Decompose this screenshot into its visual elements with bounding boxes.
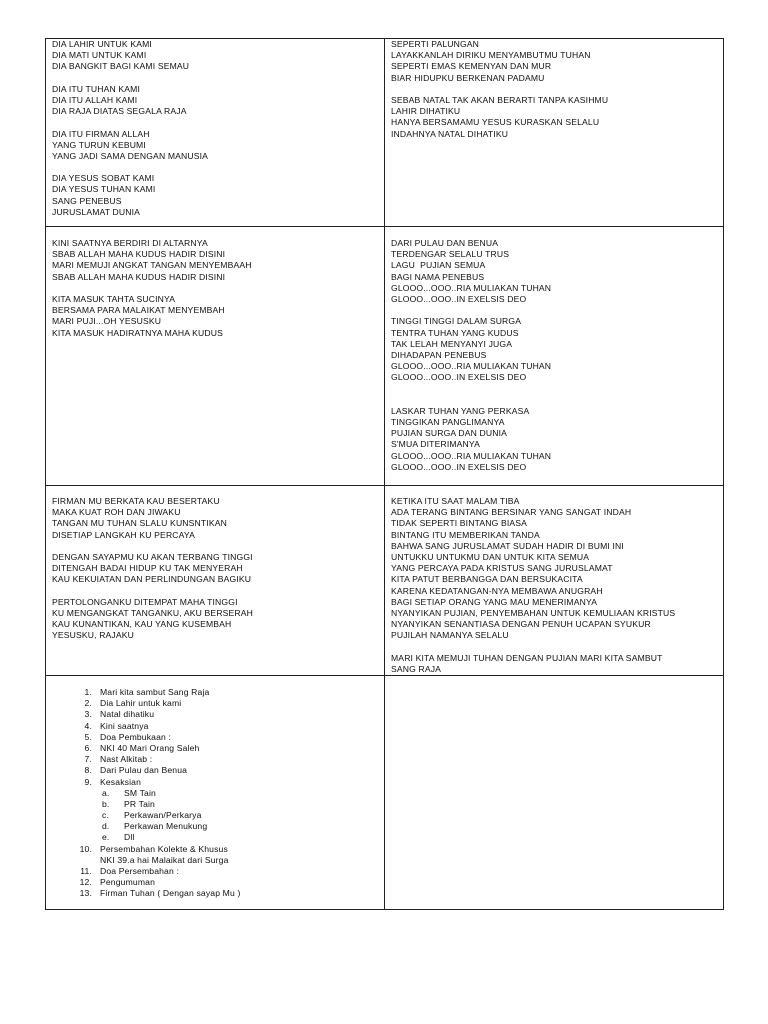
item-text: Mari kita sambut Sang Raja xyxy=(100,687,210,697)
lyrics-dia-lahir xyxy=(52,39,380,218)
program-item xyxy=(74,698,402,709)
stanza-gap xyxy=(391,84,721,95)
lyric-line: SEPERTI EMAS KEMENYAN DAN MUR xyxy=(391,61,552,72)
lyric-line: KU MENGANGKAT TANGANKU, AKU BERSERAH xyxy=(52,607,254,618)
item-number: 3. xyxy=(84,709,92,720)
program-item xyxy=(74,844,402,855)
lyric-line: DIA ITU FIRMAN ALLAH xyxy=(52,128,150,139)
stanza-gap xyxy=(52,541,380,552)
lyric-line: BERSAMA PARA MALAIKAT MENYEMBAH xyxy=(52,305,225,316)
program-subitem xyxy=(74,788,402,799)
lyric-line: NYANYIKAN SENANTIASA DENGAN PENUH UCAPAN SYUKUR xyxy=(391,619,651,630)
lyric-line: BAHWA SANG JURUSLAMAT SUDAH HADIR DI BUMI INI xyxy=(391,540,624,551)
item-text: Perkawan Menukung xyxy=(124,821,208,832)
lyric-line: TERDENGAR SELALU TRUS xyxy=(391,249,510,260)
lyric-line: KARENA KEDATANGAN-NYA MEMBAWA ANUGRAH xyxy=(391,585,603,596)
lyric-line: KETIKA ITU SAAT MALAM TIBA xyxy=(391,496,520,506)
item-text: Pengumuman xyxy=(100,877,156,888)
lyrics-kini-saatnya xyxy=(52,238,380,339)
lyric-line: PUJILAH NAMANYA SELALU xyxy=(391,630,509,641)
lyric-line: SBAB ALLAH MAHA KUDUS HADIR DISINI xyxy=(52,271,226,282)
item-text: Doa Persembahan : xyxy=(100,866,179,876)
lyric-line: MARI PUJI...OH YESUSKU xyxy=(52,316,162,327)
lyric-line: DIA RAJA DIATAS SEGALA RAJA xyxy=(52,106,187,117)
program-subitem xyxy=(74,821,402,832)
program-item xyxy=(74,721,402,732)
item-number: 13. xyxy=(79,888,92,899)
lyric-line: GLOOO...OOO..RIA MULIAKAN TUHAN xyxy=(391,282,552,293)
lyric-line: TIDAK SEPERTI BINTANG BIASA xyxy=(391,518,528,529)
item-text: Natal dihatiku xyxy=(100,709,155,720)
item-number: c. xyxy=(102,810,109,821)
lyric-line: BIAR HIDUPKU BERKENAN PADAMU xyxy=(391,72,545,83)
item-text: Dll xyxy=(124,832,135,843)
program-subitem xyxy=(74,810,402,821)
lyric-line: KITA MASUK TAHTA SUCINYA xyxy=(52,293,176,304)
stanza-gap xyxy=(52,73,380,84)
item-number: 1. xyxy=(84,687,92,697)
lyric-line: DIA MATI UNTUK KAMI xyxy=(52,50,147,61)
item-text: NKI 39.a hai Malaikat dari Surga xyxy=(100,854,229,865)
lyric-line: PUJIAN SURGA DAN DUNIA xyxy=(391,428,507,439)
item-number: 8. xyxy=(84,765,92,776)
lyric-line: TINGGIKAN PANGLIMANYA xyxy=(391,417,505,427)
lyric-line: LAGU PUJIAN SEMUA xyxy=(391,260,486,271)
program-item xyxy=(74,855,402,866)
lyric-line: PERTOLONGANKU DITEMPAT MAHA TINGGI xyxy=(52,596,238,607)
lyric-line: KAU KUNANTIKAN, KAU YANG KUSEMBAH xyxy=(52,619,232,630)
lyric-line: GLOOO...OOO..RIA MULIAKAN TUHAN xyxy=(391,361,552,372)
lyric-line: UNTUKKU UNTUKMU DAN UNTUK KITA SEMUA xyxy=(391,551,590,562)
lyric-line: GLOOO...OOO..IN EXELSIS DEO xyxy=(391,461,527,472)
stanza-gap xyxy=(391,383,721,394)
lyric-line: FIRMAN MU BERKATA KAU BESERTAKU xyxy=(52,496,220,506)
lyric-line: HANYA BERSAMAMU YESUS KURASKAN SELALU xyxy=(391,117,600,128)
item-number: d. xyxy=(102,821,110,832)
program-item xyxy=(74,754,402,765)
item-text: Doa Pembukaan : xyxy=(100,731,172,742)
lyric-line: SANG PENEBUS xyxy=(52,195,122,206)
lyric-line: MARI MEMUJI ANGKAT TANGAN MENYEMBAAH xyxy=(52,260,252,271)
lyric-line: TAK LELAH MENYANYI JUGA xyxy=(391,338,513,349)
item-text: Dia Lahir untuk kami xyxy=(100,698,182,709)
program-subitem xyxy=(74,799,402,810)
program-item xyxy=(74,709,402,720)
item-text: Kesaksian xyxy=(100,776,141,787)
stanza-gap xyxy=(52,117,380,128)
lyric-line: LAYAKKANLAH DIRIKU MENYAMBUTMU TUHAN xyxy=(391,50,591,61)
stanza-gap xyxy=(391,305,721,316)
lyric-line: YANG PERCAYA PADA KRISTUS SANG JURUSLAMAT xyxy=(391,563,613,574)
item-number: e. xyxy=(102,832,110,843)
row-divider-2 xyxy=(46,485,723,486)
lyric-line: GLOOO...OOO..IN EXELSIS DEO xyxy=(391,372,527,383)
stanza-gap xyxy=(391,641,721,652)
lyric-line: YANG JADI SAMA DENGAN MANUSIA xyxy=(52,150,209,161)
lyric-line: SBAB ALLAH MAHA KUDUS HADIR DISINI xyxy=(52,249,226,260)
program-order-list xyxy=(74,687,402,900)
item-number: 4. xyxy=(84,720,92,731)
lyric-line: KINI SAATNYA BERDIRI DI ALTARNYA xyxy=(52,238,208,248)
lyric-line: DIA YESUS SOBAT KAMI xyxy=(52,173,155,184)
item-text: SM Tain xyxy=(124,787,156,798)
lyric-line: DITENGAH BADAI HIDUP KU TAK MENYERAH xyxy=(52,563,243,574)
lyric-line: GLOOO...OOO..IN EXELSIS DEO xyxy=(391,293,527,304)
item-number: 10. xyxy=(79,843,92,854)
stanza-gap xyxy=(52,162,380,173)
program-item xyxy=(74,732,402,743)
item-number: b. xyxy=(102,798,110,809)
program-item xyxy=(74,888,402,899)
lyric-line: KITA MASUK HADIRATNYA MAHA KUDUS xyxy=(52,327,223,338)
item-text: Nast Alkitab : xyxy=(100,754,153,765)
item-number: 7. xyxy=(84,754,92,765)
lyric-line: LASKAR TUHAN YANG PERKASA xyxy=(391,405,530,416)
lyric-line: DENGAN SAYAPMU KU AKAN TERBANG TINGGI xyxy=(52,551,253,562)
lyric-line: KAU KEKUIATAN DAN PERLINDUNGAN BAGIKU xyxy=(52,574,252,585)
lyric-line: KITA PATUT BERBANGGA DAN BERSUKACITA xyxy=(391,574,583,585)
row-divider-1 xyxy=(46,226,723,227)
lyric-line: BINTANG ITU MEMBERIKAN TANDA xyxy=(391,529,540,540)
lyric-line: BAGI SETIAP ORANG YANG MAU MENERIMANYA xyxy=(391,596,598,607)
item-number: 9. xyxy=(84,776,92,787)
lyric-line: DISETIAP LANGKAH KU PERCAYA xyxy=(52,529,196,540)
program-item xyxy=(74,866,402,877)
row-divider-3 xyxy=(46,675,723,676)
program-item xyxy=(74,743,402,754)
lyric-line: DIA BANGKIT BAGI KAMI SEMAU xyxy=(52,61,190,72)
item-number: a. xyxy=(102,787,110,798)
stanza-gap xyxy=(52,586,380,597)
lyric-line: YANG TURUN KEBUMI xyxy=(52,139,146,150)
item-number: 6. xyxy=(84,742,92,753)
stanza-gap xyxy=(52,283,380,294)
lyric-line: DIA ITU TUHAN KAMI xyxy=(52,83,141,94)
lyrics-firman-mu xyxy=(52,496,380,641)
item-text: PR Tain xyxy=(124,798,155,809)
item-number: 5. xyxy=(84,731,92,742)
lyrics-ketika-itu xyxy=(391,496,721,675)
program-item xyxy=(74,765,402,776)
lyric-line: GLOOO...OOO..RIA MULIAKAN TUHAN xyxy=(391,450,552,461)
lyric-line: DIHADAPAN PENEBUS xyxy=(391,349,487,360)
lyric-line: DARI PULAU DAN BENUA xyxy=(391,238,499,248)
lyric-line: MAKA KUAT ROH DAN JIWAKU xyxy=(52,507,181,518)
stanza-gap xyxy=(391,395,721,406)
lyric-line: SANG RAJA xyxy=(391,663,442,674)
lyrics-dari-pulau-benua xyxy=(391,238,721,473)
program-item xyxy=(74,777,402,788)
lyric-line: DIA ITU ALLAH KAMI xyxy=(52,94,138,105)
lyric-line: JURUSLAMAT DUNIA xyxy=(52,206,141,217)
lyric-line: DIA YESUS TUHAN KAMI xyxy=(52,184,156,195)
lyric-line: TANGAN MU TUHAN SLALU KUNSNTIKAN xyxy=(52,518,227,529)
lyric-line: BAGI NAMA PENEBUS xyxy=(391,271,485,282)
lyric-line: TINGGI TINGGI DALAM SURGA xyxy=(391,316,522,327)
lyric-line: ADA TERANG BINTANG BERSINAR YANG SANGAT INDAH xyxy=(391,507,632,518)
program-item xyxy=(74,687,402,698)
item-text: Perkawan/Perkarya xyxy=(124,810,202,821)
item-text: Kini saatnya xyxy=(100,720,149,731)
lyric-line: YESUSKU, RAJAKU xyxy=(52,630,135,641)
item-number: 12. xyxy=(79,877,92,888)
lyric-line: SEBAB NATAL TAK AKAN BERARTI TANPA KASIHMU xyxy=(391,94,609,105)
lyrics-natal-dihatiku xyxy=(391,39,721,140)
lyric-line: DIA LAHIR UNTUK KAMI xyxy=(52,39,152,49)
lyric-line: NYANYIKAN PUJIAN, PENYEMBAHAN UNTUK KEMULIAAN KRISTUS xyxy=(391,607,676,618)
lyric-line: INDAHNYA NATAL DIHATIKU xyxy=(391,128,509,139)
item-number: 11. xyxy=(80,866,92,876)
program-item xyxy=(74,877,402,888)
lyric-line: SEPERTI PALUNGAN xyxy=(391,39,480,49)
lyric-line: TENTRA TUHAN YANG KUDUS xyxy=(391,327,519,338)
item-number: 2. xyxy=(84,698,92,709)
item-text: NKI 40 Mari Orang Saleh xyxy=(100,742,200,753)
item-text: Persembahan Kolekte & Khusus xyxy=(100,843,228,854)
item-text: Dari Pulau dan Benua xyxy=(100,765,188,776)
lyric-line: MARI KITA MEMUJI TUHAN DENGAN PUJIAN MARI KITA SAMBUT xyxy=(391,652,663,663)
program-sheet-table xyxy=(45,38,724,910)
program-subitem xyxy=(74,832,402,843)
item-text: Firman Tuhan ( Dengan sayap Mu ) xyxy=(100,888,241,899)
lyric-line: LAHIR DIHATIKU xyxy=(391,106,461,117)
lyric-line: S'MUA DITERIMANYA xyxy=(391,439,481,450)
